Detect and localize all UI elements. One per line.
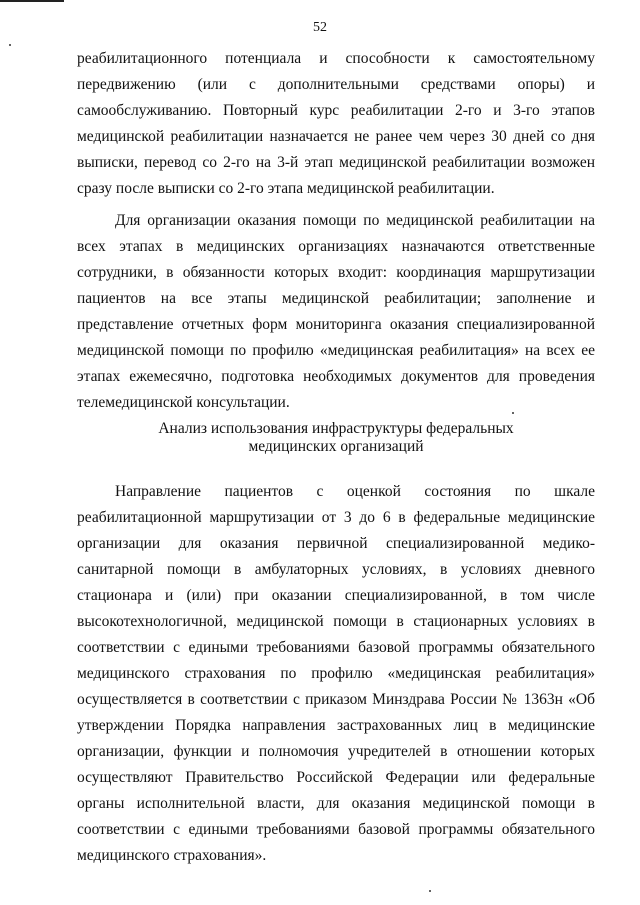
- scan-speck: [9, 44, 11, 46]
- scan-speck: [429, 890, 431, 892]
- page-number: 52: [313, 20, 327, 35]
- section-heading-line: Анализ использования инфраструктуры федеральных: [158, 420, 514, 437]
- body-paragraph: Направление пациентов с оценкой состояния по шкале реабилитационной маршрутизации от 3 до 6 в федеральные медицинские организации для оказания первичной специализированной медико-санитарной помощи в амбулаторных условиях, в условиях дневного стационара и (или) при оказании специализированной, в том числе высокотехнологичной, медицинской помощи в стационарных условиях в соответствии с едиными требованиями базовой программы обязательного медицинского страхования по профилю «медицинская реабилитация» осуществляется в соответствии с приказом Минздрава России № 1363н «Об утверждении Порядка направления застрахованных лиц в медицинские организации, функции и полномочия учредителей в отношении которых осуществляют Правительство Российской Федерации или федеральные органы исполнительной власти, для оказания медицинской помощи в соответствии с едиными требованиями базовой программы обязательного медицинского страхования».: [77, 483, 595, 864]
- body-paragraph: реабилитационного потенциала и способности к самостоятельному передвижению (или с дополнительными средствами опоры) и самообслуживанию. Повторный курс реабилитации 2-го и 3-го этапов медицинской реабилитации назначается не ранее чем через 30 дней со дня выписки, перевод со 2-го на 3-й этап медицинской реабилитации возможен сразу после выписки со 2-го этапа медицинской реабилитации.: [77, 50, 595, 197]
- section-heading-line: медицинских организаций: [248, 438, 424, 455]
- body-paragraph: Для организации оказания помощи по медицинской реабилитации на всех этапах в медицинских организациях назначаются ответственные сотрудники, в обязанности которых входит: координация маршрутизации пациентов на все этапы медицинской реабилитации; заполнение и представление отчетных форм мониторинга оказания специализированной медицинской помощи по профилю «медицинская реабилитация» на всех ее этапах ежемесячно, подготовка необходимых документов для проведения телемедицинской консультации.: [77, 212, 595, 411]
- section-heading: [77, 420, 595, 456]
- scan-edge-mark: [0, 0, 64, 2]
